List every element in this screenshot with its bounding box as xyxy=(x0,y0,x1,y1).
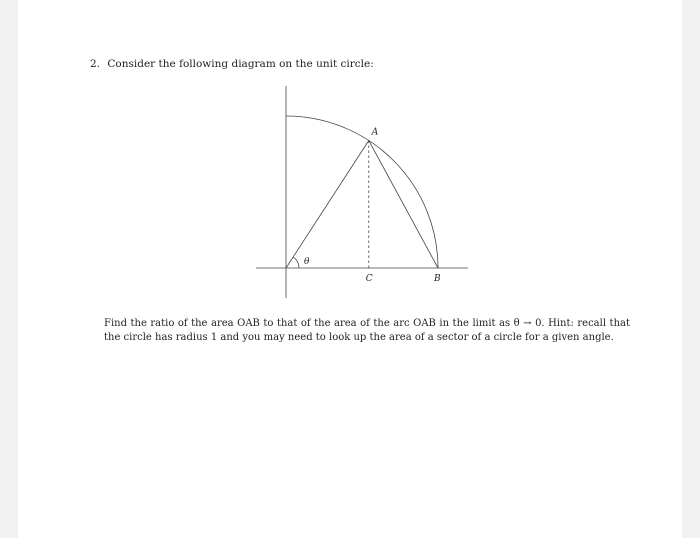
document-page xyxy=(18,0,682,538)
label-a: A xyxy=(371,127,379,138)
segment-oa xyxy=(286,141,369,268)
problem-number: 2. xyxy=(90,58,101,70)
segment-ab xyxy=(369,141,438,268)
question-text: Find the ratio of the area OAB to that of the area of the arc OAB in the limit as θ → 0. Hint: recall that the circle has radius 1 and you may need to look up the area of a sector of a circle for a given angle. xyxy=(104,318,630,343)
problem-intro: Consider the following diagram on the unit circle: xyxy=(107,58,374,70)
label-theta: θ xyxy=(304,257,310,267)
unit-circle-arc xyxy=(286,116,438,268)
angle-theta-arc xyxy=(293,257,299,268)
unit-circle-diagram xyxy=(18,0,682,538)
label-b: B xyxy=(434,274,441,284)
label-c: C xyxy=(365,274,373,284)
